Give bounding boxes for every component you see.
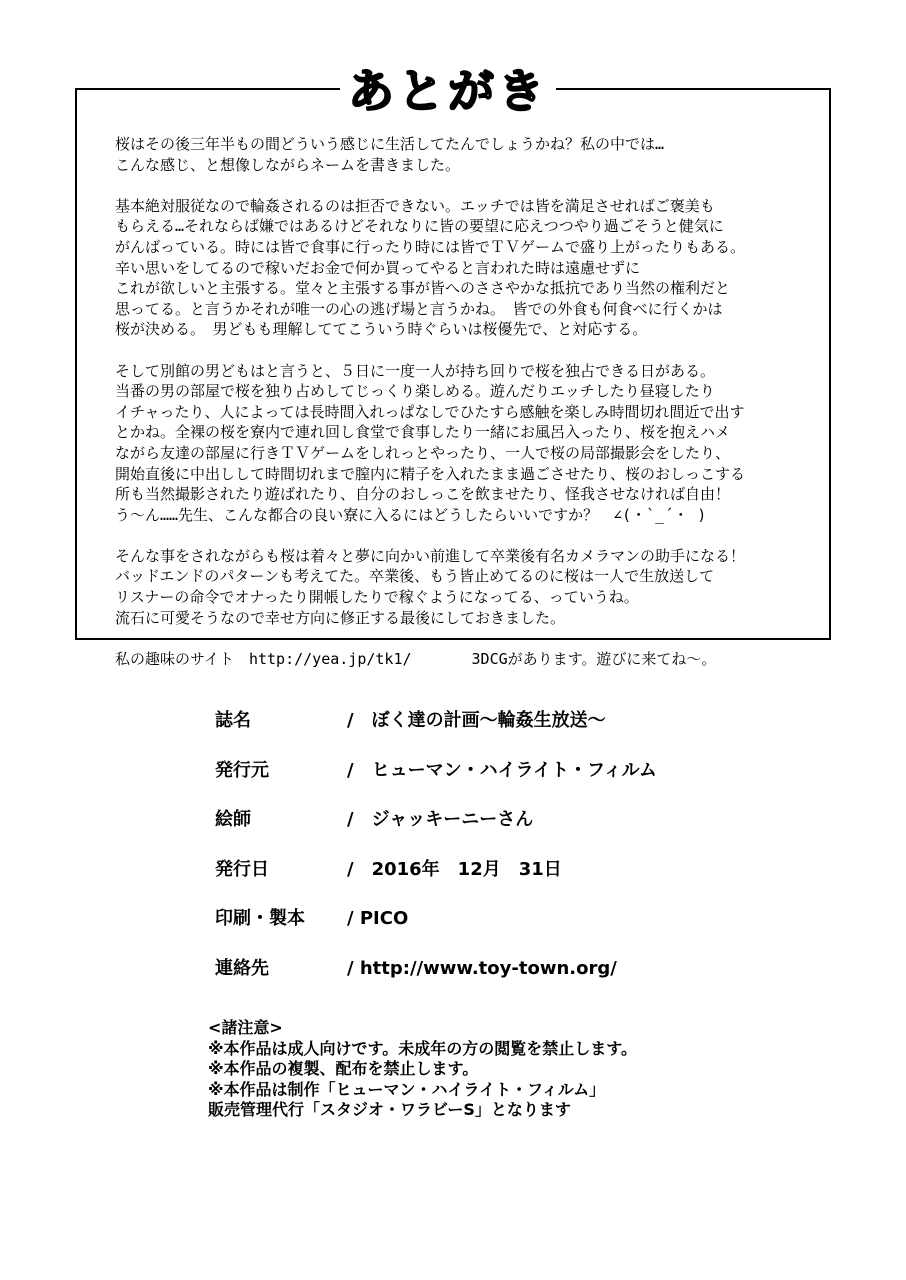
colophon-row-contact <box>215 956 775 1006</box>
afterword-line: 所も当然撮影されたり遊ばれたり、自分のおしっこを飲ませたり、怪我させなければ自由！ <box>115 485 731 504</box>
afterword-line: こんな感じ、と想像しながらネームを書きました。 <box>115 155 461 174</box>
colophon-value: / PICO <box>347 908 409 929</box>
afterword-line: ながら友達の部屋に行きＴＶゲームをしれっとやったり、一人で桜の局部撮影会をしたり、 <box>115 443 731 462</box>
colophon-label: 発行日 <box>215 858 269 880</box>
colophon-value: / ぼく達の計画～輪姦生放送～ <box>347 710 606 731</box>
afterword-line: リスナーの命令でオナったり開帳したりで稼ぐようになってる、っていうね。 <box>115 588 639 607</box>
afterword-body <box>115 134 815 669</box>
notice-line: 販売管理代行「スタジオ・ワラビーS」となります <box>208 1100 571 1120</box>
notice-block <box>208 1018 728 1121</box>
colophon <box>215 708 775 1005</box>
afterword-line: 流石に可愛そうなので幸せ方向に修正する最後にしておきました。 <box>115 608 566 627</box>
notice-line: ※本作品は成人向けです。未成年の方の閲覧を禁止します。 <box>208 1038 637 1058</box>
afterword-line: これが欲しいと主張する。堂々と主張する事が皆へのささやかな抵抗であり当然の権利だと <box>115 279 731 298</box>
notice-line: ※本作品の複製、配布を禁止します。 <box>208 1059 479 1079</box>
afterword-line: とかね。全裸の桜を寮内で連れ回し食堂で食事したり一緒にお風呂入ったり、桜を抱えハメ <box>115 423 731 442</box>
afterword-line: 当番の男の部屋で桜を独り占めしてじっくり楽しめる。遊んだりエッチしたり昼寝したり <box>115 382 715 401</box>
afterword-line: う～ん……先生、こんな都合の良い寮に入るにはどうしたらいいですか？ ∠(・`_´・ ) <box>115 505 707 524</box>
colophon-row-title <box>215 708 775 758</box>
author-site-line: 私の趣味のサイト http://yea.jp/tk1/ 3DCGがあります。遊びに来てね～。 <box>115 649 717 668</box>
colophon-row-artist <box>215 807 775 857</box>
afterword-line: 辛い思いをしてるので稼いだお金で何か買ってやると言われた時は遠慮せずに <box>115 258 641 277</box>
afterword-line: もらえる…それならば嫌ではあるけどそれなりに皆の要望に応えつつやり過ごそうと健気に <box>115 217 724 236</box>
notice-line: ※本作品は制作「ヒューマン・ハイライト・フィルム」 <box>208 1079 606 1099</box>
afterword-line: イチャったり、人によっては長時間入れっぱなしでひたすら感触を楽しみ時間切れ間近で出す <box>115 402 745 421</box>
afterword-title: あとがき <box>348 64 548 118</box>
colophon-label: 誌名 <box>215 710 251 731</box>
afterword-line: 基本絶対服従なので輪姦されるのは拒否できない。エッチでは皆を満足させればご褒美も <box>115 196 715 215</box>
afterword-line: そんな事をされながらも桜は着々と夢に向かい前進して卒業後有名カメラマンの助手になる！ <box>115 546 746 565</box>
colophon-label: 絵師 <box>215 809 251 830</box>
colophon-row-date <box>215 857 775 907</box>
colophon-value: / http://www.toy-town.org/ <box>347 957 617 979</box>
afterword-line: 思ってる。と言うかそれが唯一の心の逃げ場と言うかね。 皆での外食も何食べに行くかは <box>115 299 723 318</box>
afterword-line: 開始直後に中出しして時間切れまで膣内に精子を入れたまま過ごさせたり、桜のおしっこする <box>115 464 746 483</box>
colophon-label: 発行元 <box>215 759 269 781</box>
colophon-value: / ヒューマン・ハイライト・フィルム <box>347 759 657 781</box>
afterword-line: 桜が決める。 男どもも理解しててこういう時ぐらいは桜優先で、と対応する。 <box>115 320 648 339</box>
notice-heading: <諸注意> <box>208 1018 283 1037</box>
colophon-row-publisher <box>215 758 775 808</box>
colophon-row-printer <box>215 906 775 956</box>
colophon-value: / 2016年 12月 31日 <box>347 858 562 880</box>
colophon-value: / ジャッキーニーさん <box>347 809 534 830</box>
afterword-line: 桜はその後三年半もの間どういう感じに生活してたんでしょうかね？私の中では… <box>115 135 665 153</box>
afterword-line: バッドエンドのパターンも考えてた。卒業後、もう皆止めてるのに桜は一人で生放送して <box>115 567 715 586</box>
colophon-label: 連絡先 <box>215 957 269 979</box>
afterword-line: がんばっている。時には皆で食事に行ったり時には皆でＴＶゲームで盛り上がったりもある。 <box>115 237 746 256</box>
afterword-line: そして別館の男どもはと言うと、５日に一度一人が持ち回りで桜を独占できる日がある。 <box>115 361 716 380</box>
colophon-label: 印刷・製本 <box>215 908 305 929</box>
afterword-title-plate <box>340 62 556 120</box>
